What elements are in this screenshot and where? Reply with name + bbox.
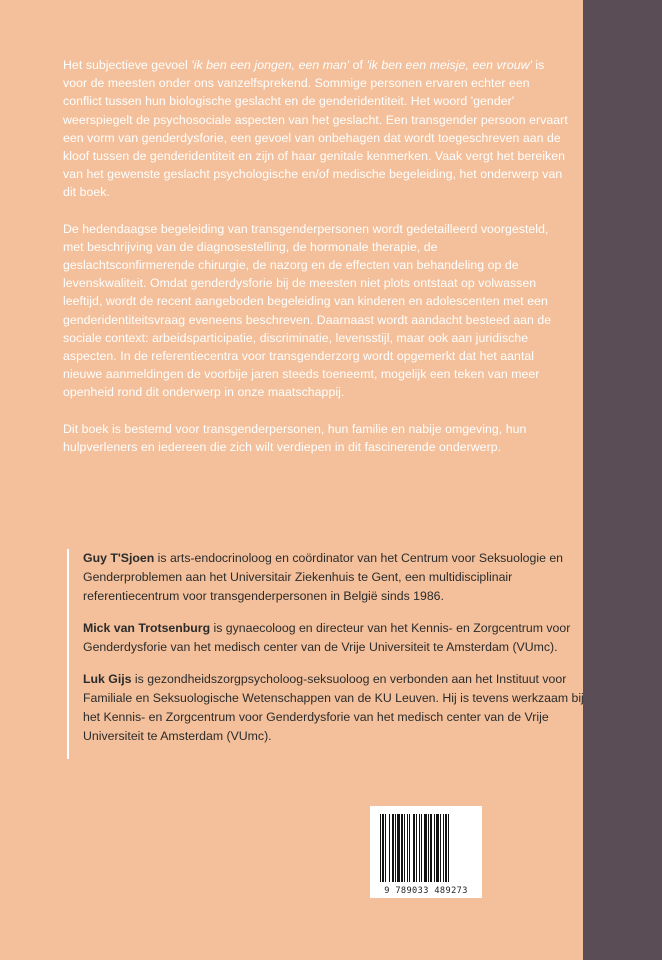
author-bios — [67, 549, 593, 759]
author-name: Luk Gijs — [83, 672, 132, 686]
book-spine — [583, 0, 662, 960]
blurb-paragraph-1: Het subjectieve gevoel 'ik ben een jongen, een man' of 'ik ben een meisje, een vrouw' is voor de meesten onder ons vanzelfsprekend. Sommige personen ervaren echter een conflict tussen hun biologische geslacht en de genderidentiteit. Het woord 'gender' weerspiegelt de psychosociale aspecten van het geslacht. Een transgender persoon ervaart een vorm van genderdysforie, een gevoel van onbehagen dat wordt toegeschreven aan de kloof tussen de genderidentiteit en zijn of haar genitale kenmerken. Vaak vergt het bereiken van het gewenste geslacht psychologische en/of medische begeleiding, het onderwerp van dit boek. — [63, 58, 568, 200]
blurb-paragraph-2: De hedendaagse begeleiding van transgenderpersonen wordt gedetailleerd voorgesteld, met beschrijving van de diagnosestelling, de hormonale therapie, de geslachtsconfirmerende chirurgie, de nazorg en de effecten van behandeling op de levenskwaliteit. Omdat genderdysforie bij de meesten niet plots ontstaat op volwassen leeftijd, wordt de recent aangeboden begeleiding van kinderen en adolescenten met een genderidentiteitsvraag eveneens beschreven. Daarnaast wordt aandacht besteed aan de sociale context: arbeidsparticipatie, discriminatie, levensstijl, maar ook aan juridische aspecten. In de referentiecentra voor transgenderzorg wordt opgemerkt dat het aantal nieuwe aanmeldingen de voorbije jaren steeds toeneemt, mogelijk een teken van meer openheid rond dit onderwerp in onze maatschappij. — [63, 221, 552, 400]
blurb-text — [63, 56, 569, 474]
isbn-barcode — [370, 806, 482, 898]
barcode-bars — [378, 814, 474, 882]
isbn-number: 9 789033 489273 — [384, 886, 468, 896]
quote-girl: 'ik ben een meisje, een vrouw' — [366, 58, 532, 72]
quote-boy: 'ik ben een jongen, een man' — [191, 58, 350, 72]
author-bio-tsjoen: Guy T'Sjoen is arts-endocrinoloog en coördinator van het Centrum voor Seksuologie en Genderproblemen aan het Universitair Ziekenhuis te Gent, een multidisciplinair referentiecentrum voor transgenderpersonen in België sinds 1986. — [83, 551, 564, 603]
blurb-paragraph-3: Dit boek is bestemd voor transgenderpersonen, hun familie en nabije omgeving, hun hulpverleners en iedereen die zich wilt verdiepen in dit fascinerende onderwerp. — [63, 421, 527, 454]
author-name: Guy T'Sjoen — [83, 551, 155, 565]
author-name: Mick van Trotsenburg — [83, 621, 211, 635]
author-bio-gijs: Luk Gijs is gezondheidszorgpsycholoog-seksuoloog en verbonden aan het Instituut voor Familiale en Seksuologische Wetenschappen van de KU Leuven. Hij is tevens werkzaam bij het Kennis- en Zorgcentrum voor Genderdysforie van het medisch center van de Vrije Universiteit te Amsterdam (VUmc). — [83, 672, 584, 743]
author-bio-van-trotsenburg: Mick van Trotsenburg is gynaecoloog en directeur van het Kennis- en Zorgcentrum voor Genderdysforie van het medisch center van de Vrije Universiteit te Amsterdam (VUmc). — [83, 621, 571, 654]
